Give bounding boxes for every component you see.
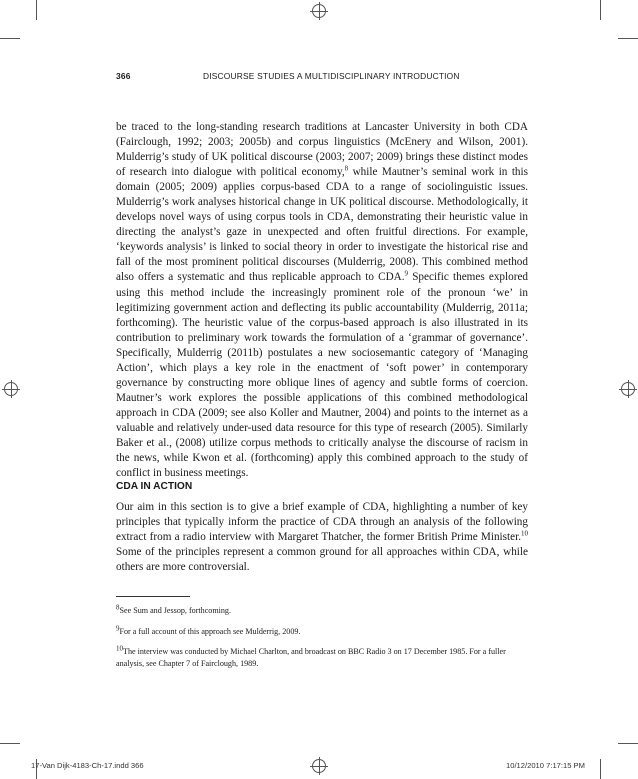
footnote-text: The interview was conducted by Michael Charlton, and broadcast on BBC Radio 3 on 17 December 1985. For a fuller analysis, see Chapter 7 of Fairclough, 1989. [116,647,506,668]
footnote-mark: 10 [116,644,123,653]
footnote-text: For a full account of this approach see Mulderrig, 2009. [119,627,301,636]
registration-mark-icon [621,382,635,396]
crop-mark [36,0,37,20]
paragraph-text: Some of the principles represent a common ground for all approaches within CDA, while others are more controversial. [116,546,528,574]
crop-mark [600,759,601,779]
crop-mark [618,743,638,744]
footnote-reference: 10 [521,529,528,538]
paragraph-text: Our aim in this section is to give a brief example of CDA, highlighting a number of key principles that typically inform the practice of CDA through an analysis of the following extract from a radio interview with Margaret Thatcher, the former British Prime Minister. [116,501,528,544]
running-head-title: DISCOURSE STUDIES A MULTIDISCIPLINARY INTRODUCTION [203,71,460,81]
footnote-text: See Sum and Jessop, forthcoming. [119,606,232,615]
footnote-divider [116,596,190,597]
crop-mark [600,0,601,20]
footnote-mark: 8 [116,603,120,612]
footnote-reference: 8 [344,164,349,173]
registration-mark-icon [312,759,326,773]
footnote [116,626,528,638]
paragraph-text: Specific themes explored using this method include the increasingly prominent role of the pronoun ‘we’ in legitimizing government action and deflecting its public accountability (Mulderrig, 2011a; forthcoming). The heuristic value of the corpus-based approach is also illustrated in its contribution to preliminary work towards the formulation of a ‘grammar of governance’. Specifically, Mulderrig (2011b) postulates a new sociosemantic category of ‘Managing Action’, which plays a key role in the enactment of ‘soft power’ in contemporary governance by constructing more oblique lines of agency and subtle forms of coercion. Mautner’s work explores the possible applications of this combined methodological approach in CDA (2009; see also Koller and Mautner, 2004) and points to the internet as a valuable and relatively under-used data resource for this type of research (2005). Similarly Baker et al., (2008) utilize corpus methods to critically analyse the discourse of racism in the news, while Kwon et al. (forthcoming) apply this combined approach to the study of conflict in business meetings. [116,271,529,480]
crop-mark [0,743,20,744]
body-paragraph [116,500,528,575]
page-number: 366 [116,71,131,81]
footnote-reference: 9 [404,269,409,278]
footnote-mark: 9 [116,624,120,633]
body-paragraph [116,120,528,481]
registration-mark-icon [4,382,18,396]
registration-mark-icon [312,4,326,18]
slug-timestamp: 10/12/2010 7:17:15 PM [506,761,585,770]
section-heading: CDA IN ACTION [116,481,193,492]
slug-file-info: 17-Van Dijk-4183-Ch-17.indd 366 [31,761,144,770]
paragraph-text: be traced to the long-standing research traditions at Lancaster University in both CDA (Fairclough, 1992; 2003; 2005b) and corpus linguistics (McEnery and Wilson, 2001). Mulderrig’s study of UK political discourse (2003; 2007; 2009) brings these distinct modes of research into dialogue with political economy, [116,121,528,179]
paragraph-text: while Mautner’s seminal work in this domain (2005; 2009) applies corpus-based CDA to a range of sociolinguistic issues. Mulderrig’s work analyses historical change in UK political discourse. Methodologically, it develops novel ways of using corpus tools in CDA, demonstrating their heuristic value in directing the analyst’s gaze in unexpected and often fruitful directions. For example, ‘keywords analysis’ is linked to social theory in order to investigate the historical rise and fall of the most prominent political discourses (Mulderrig, 2008). This combined method also offers a systematic and thus replicable approach to CDA. [116,166,528,284]
crop-mark [618,38,638,39]
crop-mark [0,38,20,39]
footnote [116,646,528,669]
footnote [116,605,528,617]
